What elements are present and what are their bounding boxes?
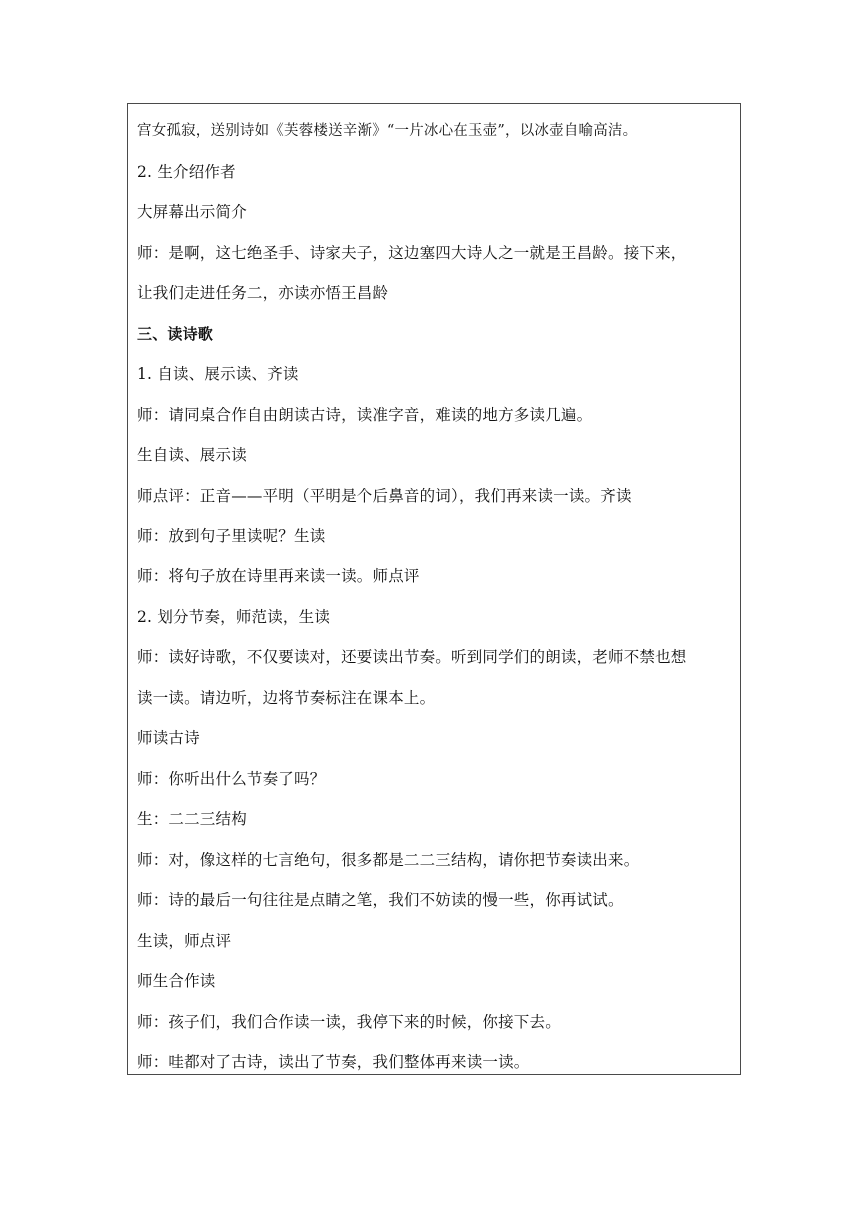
text-line: 师：诗的最后一句往往是点睛之笔，我们不妨读的慢一些，你再试试。 (137, 891, 624, 909)
text-line: 2. 划分节奏，师范读，生读 (137, 608, 331, 626)
text-line: 师：哇都对了古诗，读出了节奏，我们整体再来读一读。 (137, 1053, 530, 1071)
text-line: 师：将句子放在诗里再来读一读。师点评 (137, 567, 420, 585)
text-line: 读一读。请边听，边将节奏标注在课本上。 (137, 689, 436, 707)
text-line: 1. 自读、展示读、齐读 (137, 365, 299, 383)
text-line: 让我们走进任务二，亦读亦悟王昌龄 (137, 284, 389, 302)
text-line: 师点评：正音——平明（平明是个后鼻音的词），我们再来读一读。齐读 (137, 487, 632, 505)
text-line: 师：请同桌合作自由朗读古诗，读准字音，难读的地方多读几遍。 (137, 406, 593, 424)
text-line: 师生合作读 (137, 972, 216, 990)
text-line: 师：孩子们，我们合作读一读，我停下来的时候，你接下去。 (137, 1013, 561, 1031)
text-line: 师：是啊，这七绝圣手、诗家夫子，这边塞四大诗人之一就是王昌龄。接下来， (137, 244, 687, 262)
text-line: 2. 生介绍作者 (137, 163, 236, 181)
text-line: 师读古诗 (137, 729, 200, 747)
text-line: 宫女孤寂，送别诗如《芙蓉楼送辛渐》“一片冰心在玉壶”，以冰壶自喻高洁。 (137, 123, 638, 139)
text-line: 大屏幕出示简介 (137, 203, 247, 221)
text-line: 师：对，像这样的七言绝句，很多都是二二三结构，请你把节奏读出来。 (137, 851, 640, 869)
text-line: 生：二二三结构 (137, 810, 247, 828)
text-line: 师：放到句子里读呢？生读 (137, 527, 326, 545)
text-line: 生自读、展示读 (137, 446, 247, 464)
text-line: 生读，师点评 (137, 932, 232, 950)
text-line: 师：你听出什么节奏了吗？ (137, 770, 326, 788)
section-heading: 三、读诗歌 (137, 325, 214, 343)
text-line: 师：读好诗歌，不仅要读对，还要读出节奏。听到同学们的朗读，老师不禁也想 (137, 648, 687, 666)
